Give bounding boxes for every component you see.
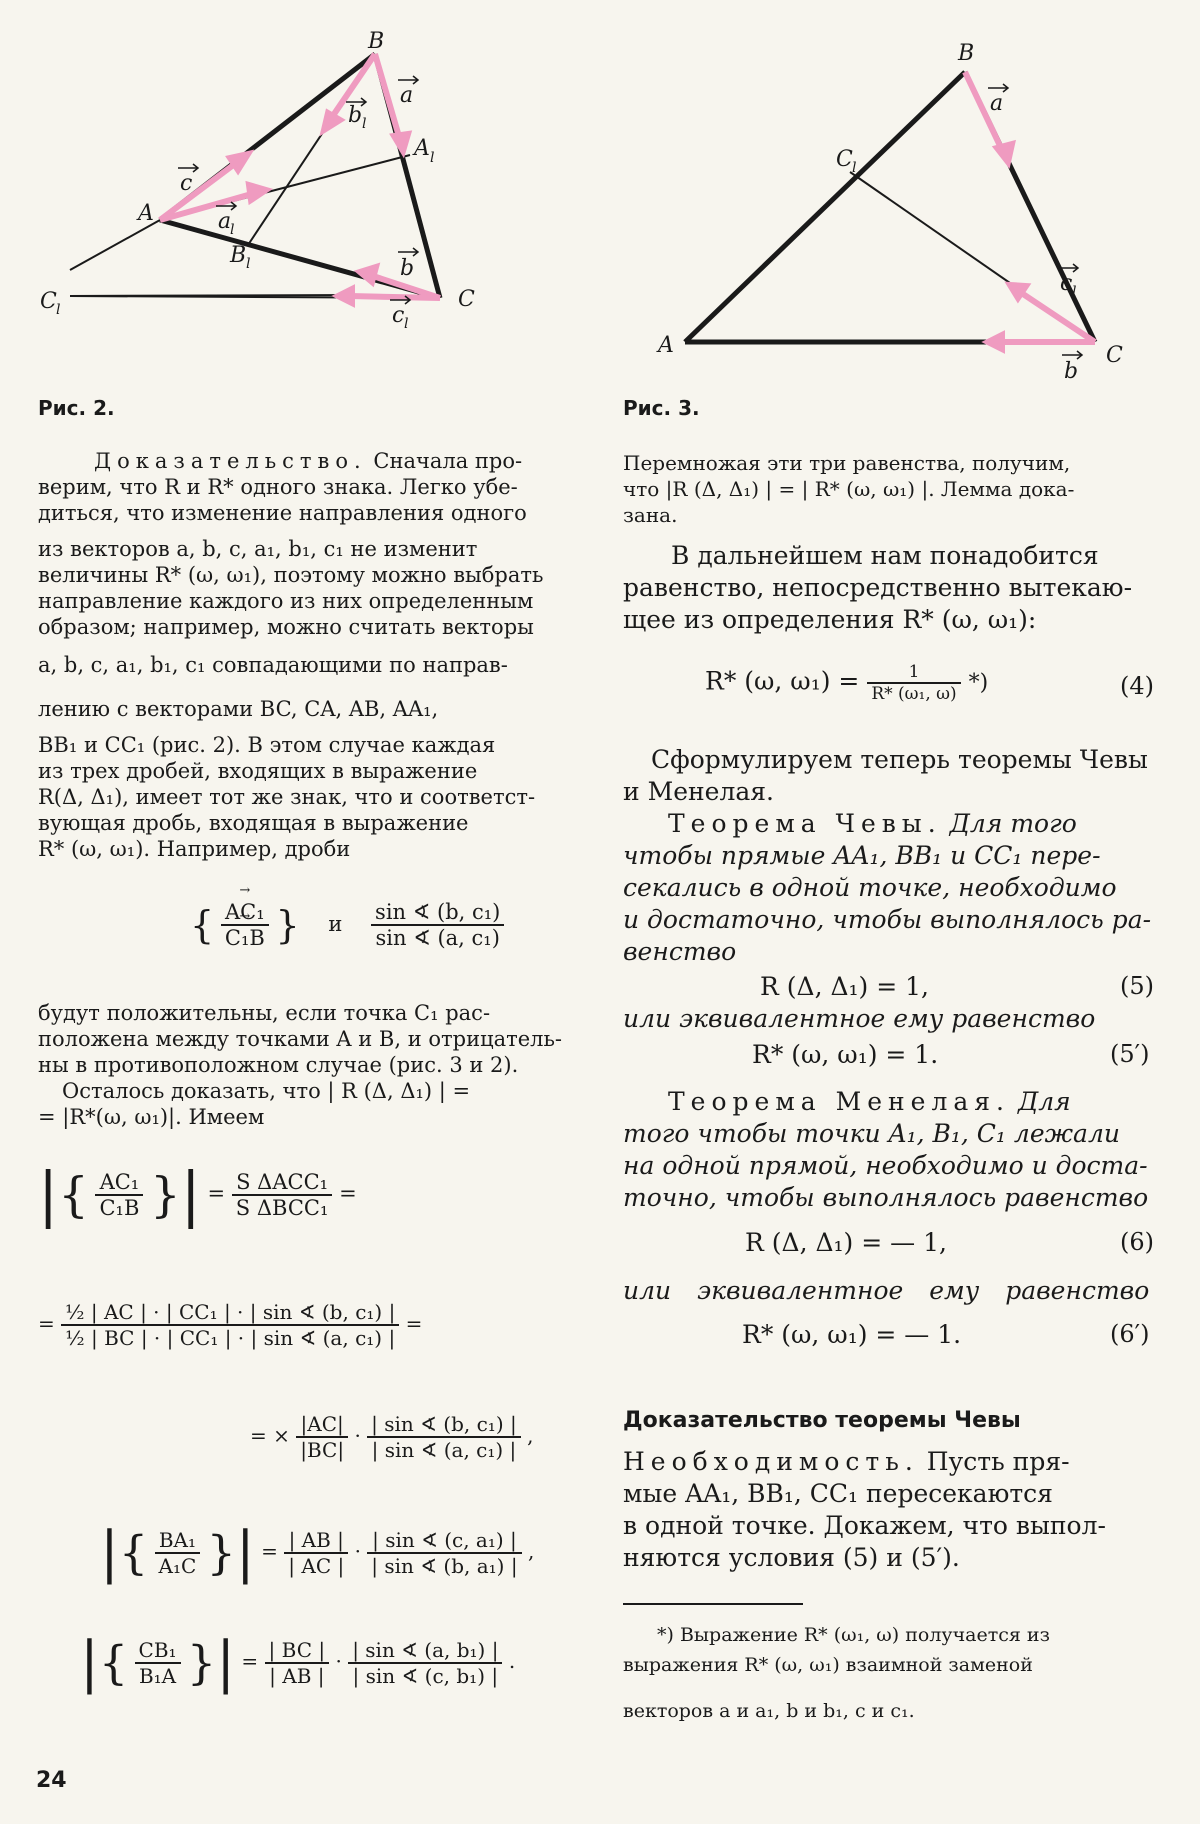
fig3-label-C: C (1106, 343, 1123, 368)
text-line: верим, что R и R* одного знака. Легко убе- (38, 475, 518, 499)
label-C1-sub: l (56, 302, 61, 318)
text-line: диться, что изменение направления одного (38, 501, 527, 525)
equation-6-prime: R* (ω, ω₁) = — 1. (742, 1320, 962, 1349)
equation-5-alt: или эквивалентное ему равенство (623, 1004, 1096, 1033)
text-line: ны в противоположном случае (рис. 3 и 2). (38, 1053, 519, 1077)
fig3-label-C1: C (836, 147, 853, 172)
text-line: R(Δ, Δ₁), имеет тот же знак, что и соответст- (38, 785, 536, 809)
text-line: зана. (623, 503, 678, 527)
equation-5-tag: (5) (1120, 972, 1154, 1000)
text-line: лению с векторами BC, CA, AB, AA₁, (38, 697, 439, 721)
label-C1: C (40, 289, 57, 314)
footnote (623, 1620, 1163, 1726)
text-line: В дальнейшем нам понадобится (671, 541, 1099, 570)
equation-6: R (Δ, Δ₁) = — 1, (745, 1228, 947, 1257)
right-paragraph-3 (623, 744, 1163, 808)
fig3-label-A: A (658, 333, 674, 358)
fig3-label-vec-b: b (1064, 359, 1079, 384)
equation-ratio-sin: = × $\frac{|AC|}{|BC|}$ · $\frac{\text{| sin ∢ (b, c₁) |}}{\text{| sin ∢ (a, c₁) |}}$ , (250, 1412, 534, 1462)
text-line: будут положительны, если точка C₁ рас- (38, 1001, 491, 1025)
fig3-label-C1-sub: l (852, 160, 857, 176)
and-word: и (328, 911, 343, 936)
text-line: образом; например, можно считать векторы (38, 615, 534, 639)
fraction-ac1-c1b: → AC₁ → C₁B (221, 900, 269, 950)
label-vec-a: a (400, 83, 414, 108)
equation-cb1: |{ $\frac{\text{CB₁}}{\text{B₁A}}$ }| = $\frac{| BC |}{| AB |}$ · $\frac{\text{| sin ∢ (a, b₁) |}}{\text{| sin ∢ (c, b₁) |}}$ . (80, 1630, 516, 1695)
label-vec-c1: c (392, 303, 405, 328)
fig3-label-B: B (958, 41, 975, 66)
text-line: из трех дробей, входящих в выражение (38, 759, 478, 783)
text-line: точно, чтобы выполнялось равенство (623, 1183, 1149, 1212)
text-line: и Менелая. (623, 777, 774, 806)
figure-2-caption: Рис. 2. (38, 396, 115, 420)
figure-2-diagram (30, 30, 560, 370)
menelaus-theorem (623, 1086, 1163, 1214)
necessity-lead: Необходимость. (623, 1447, 919, 1476)
fig3-label-vec-c1-sub: l (1072, 284, 1077, 300)
text-line: a, b, c, a₁, b₁, c₁ совпадающими по направ- (38, 653, 508, 677)
text-line: *) Выражение R* (ω₁, ω) получается из (657, 1624, 1050, 1646)
text-line: векторов a и a₁, b и b₁, c и c₁. (623, 1700, 915, 1722)
equation-ratio-area: |{ $\frac{\text{AC₁}}{\text{C₁B}}$ }| = $\frac{\text{S ΔACC₁}}{\text{S ΔBCC₁}}$ = (38, 1160, 357, 1230)
ceva-line-0: Теорема Чевы. Для того (668, 809, 1077, 838)
fig3-label-vec-a: a (990, 91, 1004, 116)
text-line: щее из определения R* (ω, ω₁): (623, 605, 1037, 634)
text-line: секались в одной точке, необходимо (623, 873, 1117, 902)
label-vec-a1: a (218, 209, 232, 234)
right-paragraph-1 (623, 450, 1163, 528)
label-B: B (368, 29, 385, 54)
label-vec-c: c (180, 171, 193, 196)
left-paragraph-2 (38, 1000, 583, 1130)
right-paragraph-2 (623, 540, 1163, 636)
text-line: вующая дробь, входящая в выражение (38, 811, 469, 835)
page-number: 24 (36, 1768, 67, 1793)
ceva-lead: Теорема Чевы. (668, 809, 942, 838)
text-line: того чтобы точки A₁, B₁, C₁ лежали (623, 1119, 1120, 1148)
figure-3-diagram (640, 30, 1160, 384)
text-line: чтобы прямые AA₁, BB₁ и CC₁ пере- (623, 841, 1101, 870)
menelaus-line-0: Теорема Менелая. Для (668, 1087, 1071, 1116)
ceva-theorem (623, 808, 1163, 968)
text-line: мые AA₁, BB₁, CC₁ пересекаются (623, 1479, 1053, 1508)
left-paragraph-1 (38, 448, 583, 862)
text-line: на одной прямой, необходимо и доста- (623, 1151, 1148, 1180)
label-B1-sub: l (246, 256, 251, 272)
text-line: выражения R* (ω, ω₁) взаимной заменой (623, 1654, 1033, 1676)
equation-ba1: |{ $\frac{\text{BA₁}}{\text{A₁C}}$ }| = $\frac{| AB |}{| AC |}$ · $\frac{\text{| sin ∢ (c, a₁) |}}{\text{| sin ∢ (b, a₁) |}}$ , (100, 1520, 535, 1585)
label-A: A (138, 201, 154, 226)
text-line: няются условия (5) и (5′). (623, 1543, 960, 1572)
text-line: равенство, непосредственно вытекаю- (623, 573, 1133, 602)
text-line: направление каждого из них определенным (38, 589, 534, 613)
equation-6-alt: или эквивалентное ему равенство (623, 1276, 1150, 1305)
label-vec-b1-sub: l (362, 116, 367, 132)
text-line: из векторов a, b, c, a₁, b₁, c₁ не изменит (38, 537, 478, 561)
necessity-paragraph (623, 1446, 1163, 1574)
menelaus-lead: Теорема Менелая. (668, 1087, 1010, 1116)
label-C: C (458, 287, 475, 312)
fig3-label-vec-c1: c (1060, 271, 1073, 296)
text-line: Сначала про- (373, 449, 523, 473)
example-fractions: { → AC₁ → C₁B } и $\frac{\text{sin ∢ (b, c₁)}}{\text{sin ∢ (a, c₁)}}$ (190, 900, 504, 950)
label-vec-a1-sub: l (230, 222, 235, 238)
label-vec-b1: b (348, 103, 363, 128)
equation-6-prime-tag: (6′) (1110, 1320, 1150, 1348)
proof-heading: Доказательство теоремы Чевы (623, 1408, 1021, 1433)
proof-line-0 (38, 448, 583, 474)
proof-lead: Доказательство. (94, 449, 367, 473)
text-line: и достаточно, чтобы выполнялось ра- (623, 905, 1152, 934)
text-line: венство (623, 937, 737, 966)
text-line: Осталось доказать, что | R (Δ, Δ₁) | = (62, 1079, 471, 1103)
equation-6-tag: (6) (1120, 1228, 1154, 1256)
fraction-sin: $\frac{\text{sin ∢ (b, c₁)}}{\text{sin ∢ (a, c₁)}}$ (371, 900, 504, 950)
equation-5: R (Δ, Δ₁) = 1, (760, 972, 929, 1001)
label-vec-c1-sub: l (404, 316, 409, 332)
label-A1: A (414, 136, 430, 161)
equation-4-tag: (4) (1120, 672, 1154, 700)
equation-5-prime: R* (ω, ω₁) = 1. (752, 1040, 939, 1069)
label-B1: B (230, 243, 247, 268)
equation-5-prime-tag: (5′) (1110, 1040, 1150, 1068)
text-line: R* (ω, ω₁). Например, дроби (38, 837, 351, 861)
label-A1-sub: l (430, 150, 435, 166)
figure-3-caption: Рис. 3. (623, 396, 700, 420)
equation-4: R* (ω, ω₁) = $\frac{1}{\text{R* (ω₁, ω)}}$ *) (705, 662, 989, 704)
nec-line-0: Необходимость. Пусть пря- (623, 1447, 1070, 1476)
text-line: BB₁ и CC₁ (рис. 2). В этом случае каждая (38, 733, 496, 757)
label-vec-b: b (400, 256, 415, 281)
text-line: в одной точке. Докажем, что выпол- (623, 1511, 1106, 1540)
text-line: величины R* (ω, ω₁), поэтому можно выбрать (38, 563, 544, 587)
equation-sin-area: = $\frac{\text{½ | AC | · | CC₁ | · | sin ∢ (b, c₁) |}}{\text{½ | BC | · | CC₁ | · | sin ∢ (a, c₁) |}}$ = (38, 1300, 423, 1350)
text-line: положена между точками A и B, и отрицатель- (38, 1027, 563, 1051)
text-line: Сформулируем теперь теоремы Чевы (651, 745, 1148, 774)
text-line: = |R*(ω, ω₁)|. Имеем (38, 1105, 265, 1129)
text-line: что |R (Δ, Δ₁) | = | R* (ω, ω₁) |. Лемма дока- (623, 477, 1075, 501)
footnote-rule (623, 1603, 803, 1605)
text-line: Перемножая эти три равенства, получим, (623, 451, 1071, 475)
